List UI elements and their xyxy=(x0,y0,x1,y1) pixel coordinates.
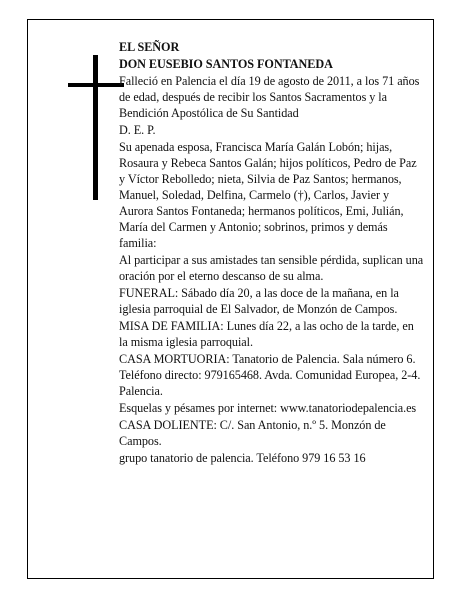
rip-abbreviation: D. E. P. xyxy=(119,123,156,137)
deceased-name: DON EUSEBIO SANTOS FONTANEDA xyxy=(119,57,333,71)
funeral-home-info: CASA MORTUORIA: Tanatorio de Palencia. Sala número 6. Teléfono directo: 979165468. Avda. Comunidad Europea, 2-4. Palencia. xyxy=(119,352,421,398)
family-list: Su apenada esposa, Francisca María Galán Lobón; hijas, Rosaura y Rebeca Santos Galán; hijos políticos, Pedro de Paz y Víctor Rebolledo; nieta, Silvia de Paz Santos; hermanos, Manuel, Soledad, Delfina, Carmelo (†), Carlos, Javier y Aurora Santos Fontaneda; hermanos políticos, Emi, Julián, María del Carmen y Antonio; sobrinos, primos y demás familia: xyxy=(119,140,417,250)
funeral-group-contact: grupo tanatorio de palencia. Teléfono 979 16 53 16 xyxy=(119,451,366,465)
death-details: Falleció en Palencia el día 19 de agosto de 2011, a los 71 años de edad, después de recibir los Santos Sacramentos y la Bendición Apostólica de Su Santidad xyxy=(119,74,420,120)
obituary-text xyxy=(119,39,425,467)
heading-title: EL SEÑOR xyxy=(119,40,180,54)
obituary-notice xyxy=(27,19,434,579)
prayer-request: Al participar a sus amistades tan sensible pérdida, suplican una oración por el eterno descanso de su alma. xyxy=(119,253,424,283)
family-mass-info: MISA DE FAMILIA: Lunes día 22, a las ocho de la tarde, en la misma iglesia parroquial. xyxy=(119,319,414,349)
funeral-info: FUNERAL: Sábado día 20, a las doce de la mañana, en la iglesia parroquial de El Salvador, de Monzón de Campos. xyxy=(119,286,399,316)
family-home-info: CASA DOLIENTE: C/. San Antonio, n.º 5. Monzón de Campos. xyxy=(119,418,386,448)
online-condolences: Esquelas y pésames por internet: www.tanatoriodepalencia.es xyxy=(119,401,417,415)
